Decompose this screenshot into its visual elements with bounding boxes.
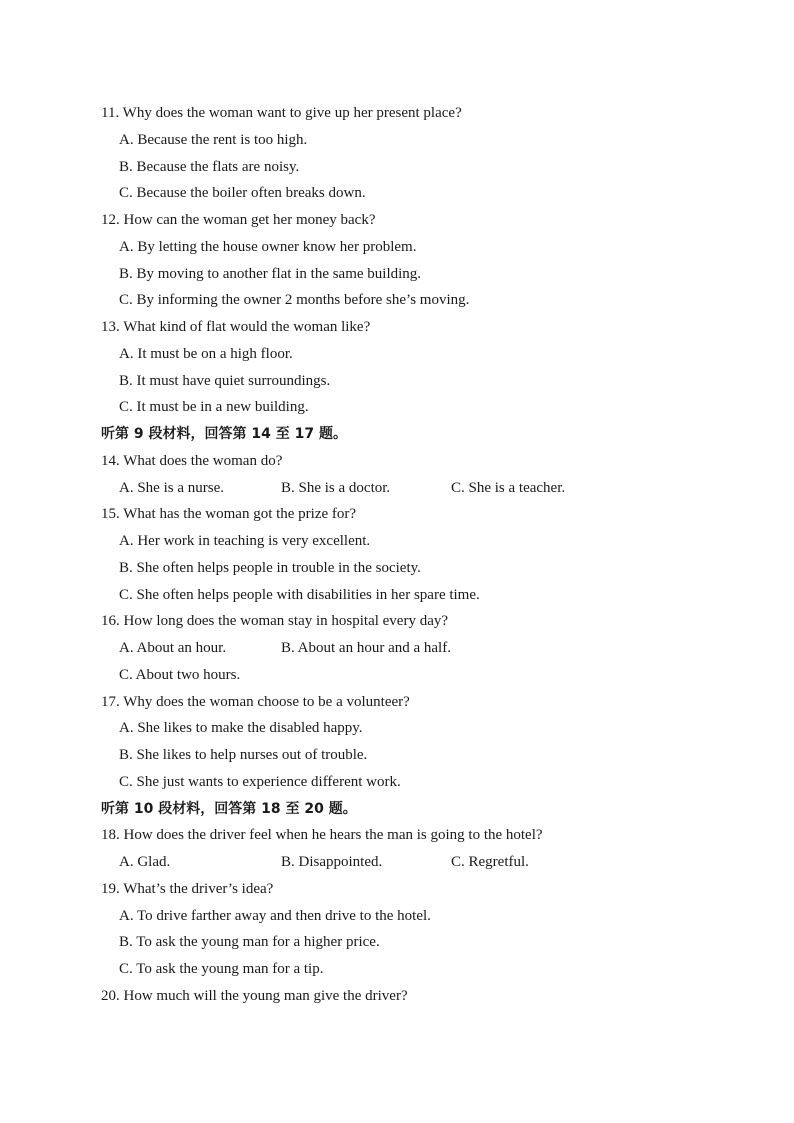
option-12-b: B. By moving to another flat in the same building. [119,265,422,282]
option-18-a: A. Glad. [119,854,171,870]
question-12: 12. How can the woman get her money back? [101,212,376,228]
section-heading-10: 听第 10 段材料，回答第 18 至 20 题。 [101,800,357,817]
question-13: 13. What kind of flat would the woman like? [101,319,371,335]
option-14-b: B. She is a doctor. [281,479,391,496]
question-20: 20. How much will the young man give the driver? [101,987,408,1004]
option-17-c: C. She just wants to experience different work. [119,773,401,790]
option-19-b: B. To ask the young man for a higher price. [119,934,380,951]
option-11-b: B. Because the flats are noisy. [119,158,300,175]
option-17-a: A. She likes to make the disabled happy. [119,720,363,737]
option-15-a: A. Her work in teaching is very excellent. [119,533,371,549]
question-list [101,100,721,1010]
option-11-c: C. Because the boiler often breaks down. [119,185,366,202]
options-18 [101,849,721,876]
option-13-c: C. It must be in a new building. [119,399,309,416]
options-16 [101,635,721,662]
option-18-b: B. Disappointed. [281,854,383,870]
option-19-a: A. To drive farther away and then drive to the hotel. [119,907,431,924]
option-11-a: A. Because the rent is too high. [119,131,308,148]
option-15-c: C. She often helps people with disabilities in her spare time. [119,586,480,603]
option-16-c: C. About two hours. [119,666,241,683]
option-14-a: A. She is a nurse. [119,479,224,496]
question-15: 15. What has the woman got the prize for? [101,506,357,523]
question-18: 18. How does the driver feel when he hears the man is going to the hotel? [101,827,543,844]
option-19-c: C. To ask the young man for a tip. [119,961,324,977]
question-14: 14. What does the woman do? [101,452,283,469]
option-12-a: A. By letting the house owner know her problem. [119,238,417,255]
option-12-c: C. By informing the owner 2 months before she’s moving. [119,292,470,309]
question-11: 11. Why does the woman want to give up her present place? [101,105,462,121]
option-13-a: A. It must be on a high floor. [119,345,293,362]
option-13-b: B. It must have quiet surroundings. [119,372,331,389]
question-17: 17. Why does the woman choose to be a volunteer? [101,693,410,710]
option-15-b: B. She often helps people in trouble in the society. [119,559,421,576]
option-18-c: C. Regretful. [451,854,529,870]
question-16: 16. How long does the woman stay in hospital every day? [101,613,449,630]
option-14-c: C. She is a teacher. [451,479,566,496]
option-16-a: A. About an hour. [119,640,227,656]
options-14 [101,475,721,502]
option-16-b: B. About an hour and a half. [281,640,451,656]
section-heading-9: 听第 9 段材料，回答第 14 至 17 题。 [101,426,347,442]
question-19: 19. What’s the driver’s idea? [101,880,274,897]
option-17-b: B. She likes to help nurses out of trouble. [119,747,368,763]
